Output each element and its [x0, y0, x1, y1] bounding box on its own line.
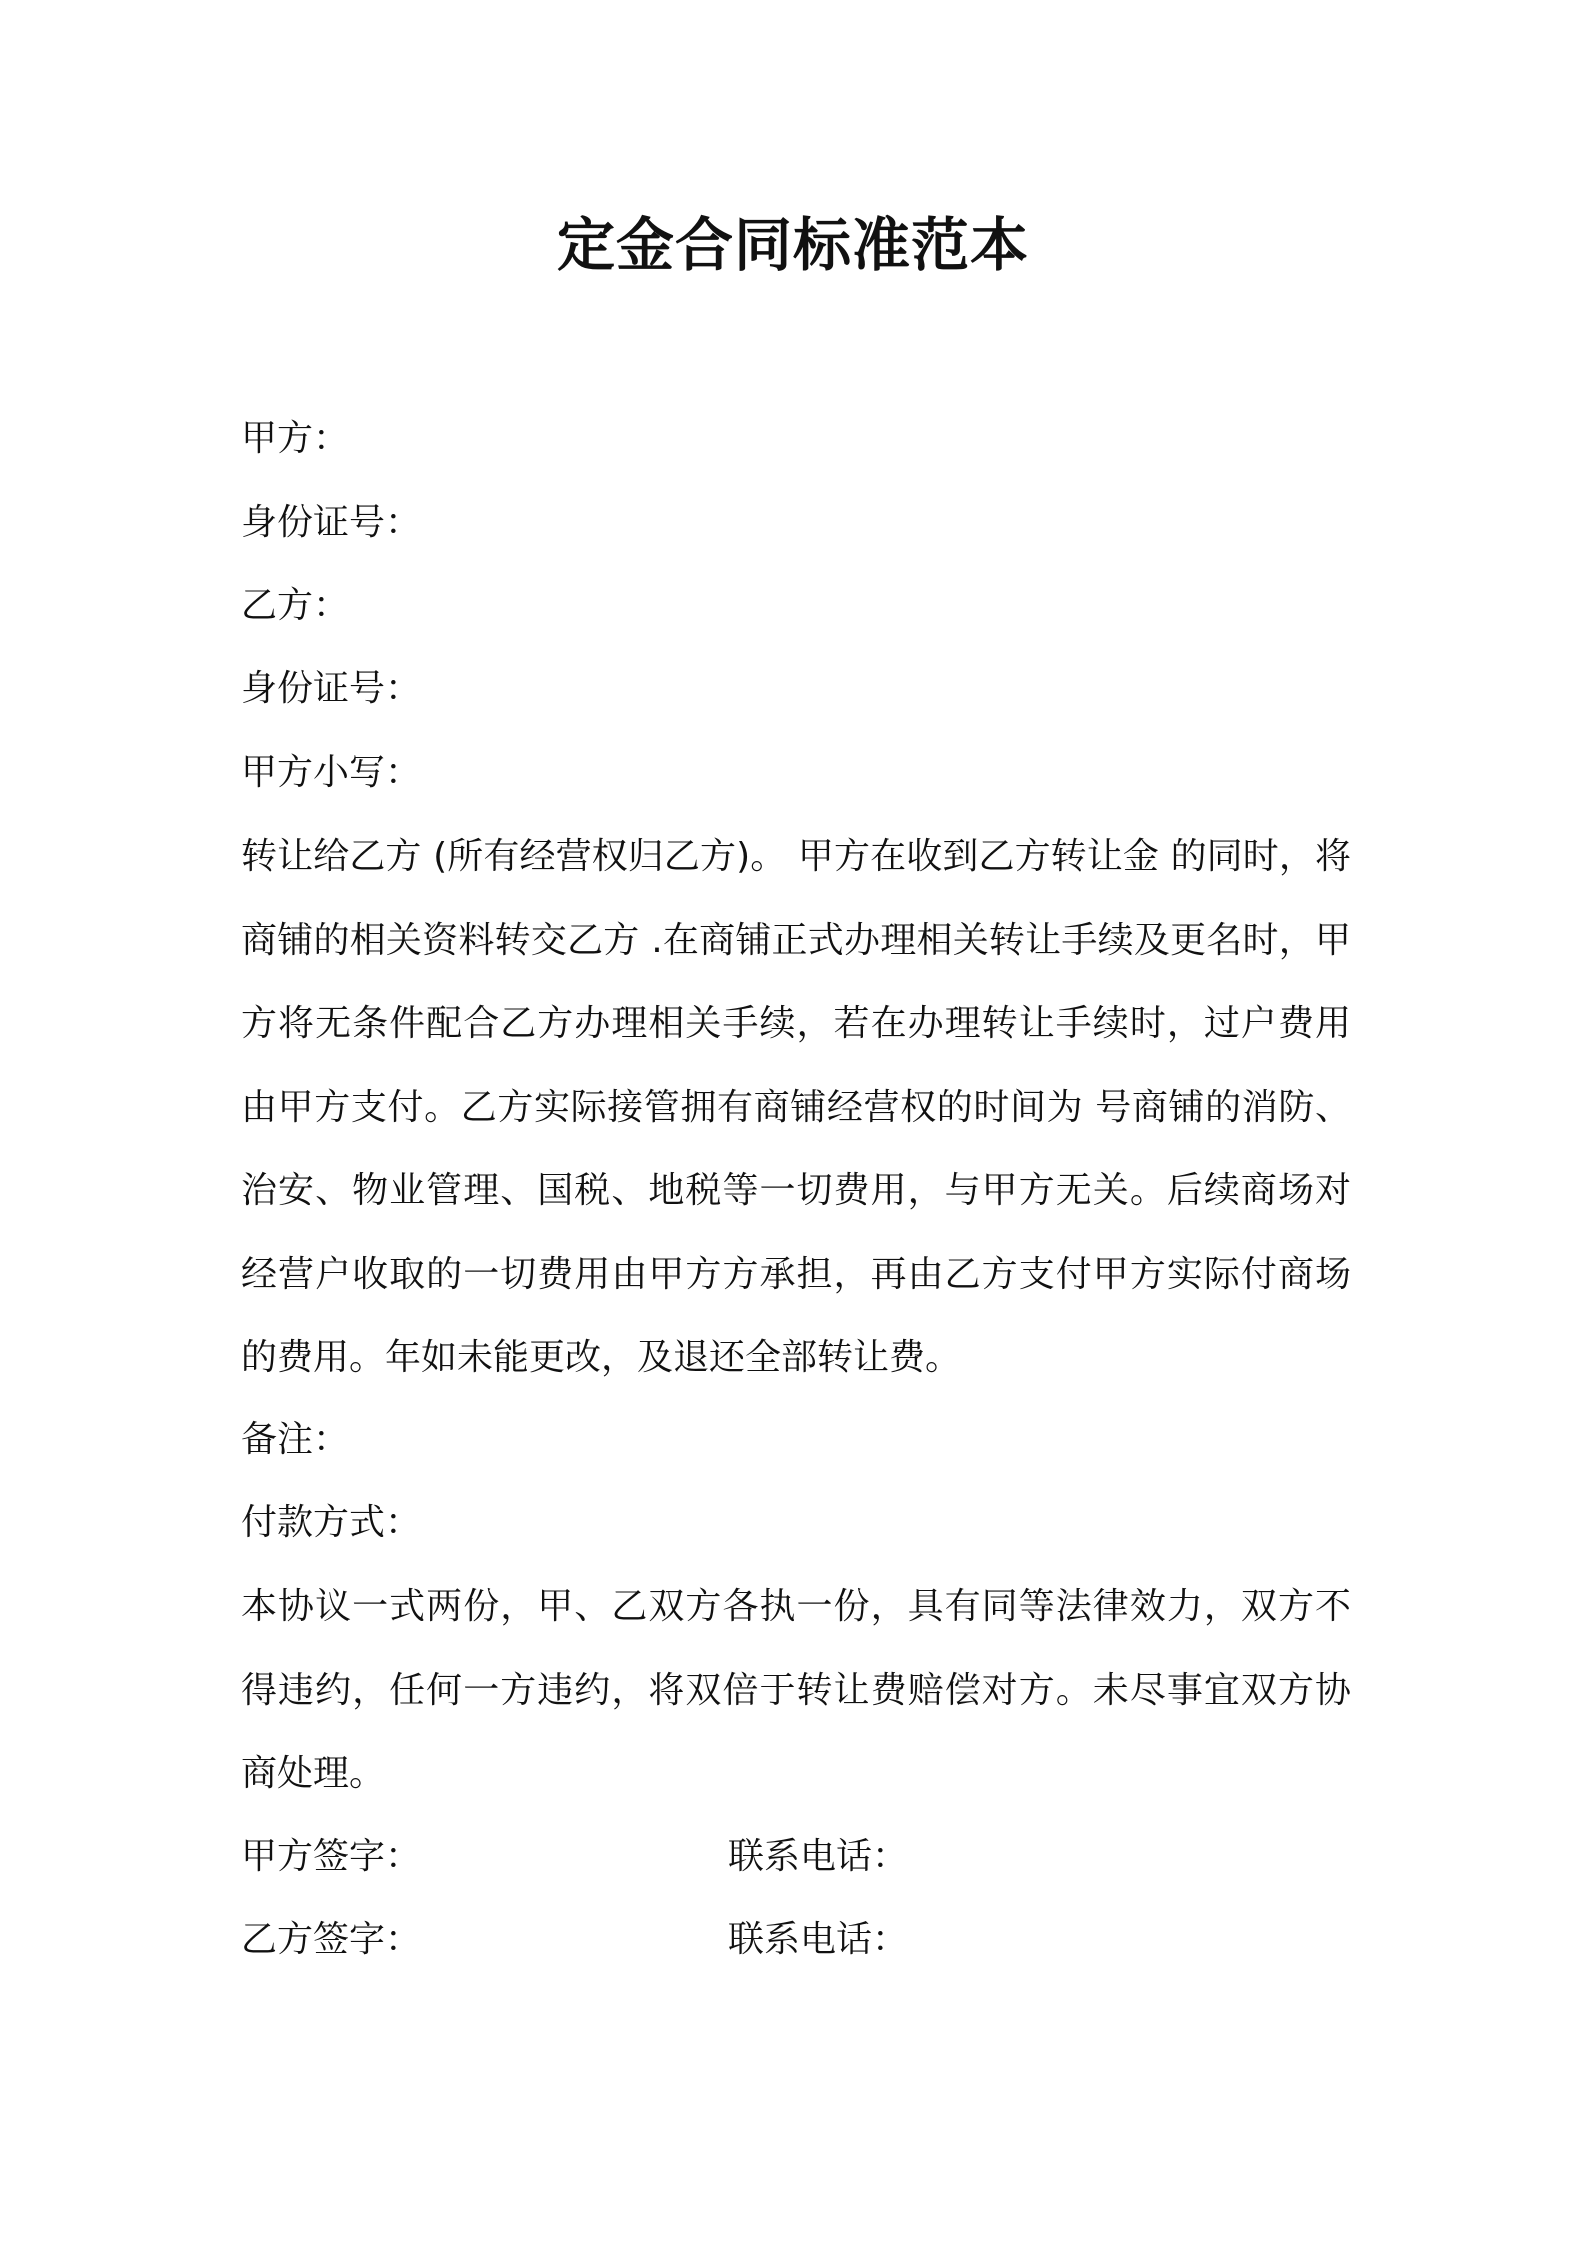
- party-b-label: 乙方：: [241, 585, 350, 626]
- transfer-terms-paragraph: 转让给乙方 (所有经营权归乙方)。 甲方在收到乙方转让金 的同时，将商铺的相关资料转交乙方 .在商铺正式办理相关转让手续及更名时，甲方将无条件配合乙方办理相关手续，若在办理转让手续时，过户费用由甲方支付。乙方实际接管拥有商铺经营权的时间为 号商铺的消防、治安、物业管理、国税、地税等一切费用，与甲方无关。后续商场对经营户收取的一切费用由甲方方承担，再由乙方支付甲方实际付商场的费用。年如未能更改，及退还全部转让费。: [241, 836, 1351, 1378]
- party-b-signature-label: 乙方签字：: [241, 1919, 422, 1960]
- party-a-amount-label: 甲方小写：: [241, 752, 422, 793]
- document-title: 定金合同标准范本: [556, 211, 1029, 279]
- party-a-label: 甲方：: [241, 418, 350, 459]
- party-a-id-label: 身份证号：: [241, 502, 422, 543]
- party-b-id-label: 身份证号：: [241, 668, 422, 709]
- payment-method-label: 付款方式：: [241, 1502, 422, 1543]
- party-b-phone-label: 联系电话：: [728, 1919, 909, 1960]
- remarks-label: 备注：: [241, 1419, 350, 1460]
- party-a-signature-label: 甲方签字：: [241, 1836, 422, 1877]
- agreement-paragraph: 本协议一式两份，甲、乙双方各执一份，具有同等法律效力，双方不得违约，任何一方违约，将双倍于转让费赔偿对方。未尽事宜双方协商处理。: [241, 1586, 1351, 1794]
- party-a-phone-label: 联系电话：: [728, 1836, 909, 1877]
